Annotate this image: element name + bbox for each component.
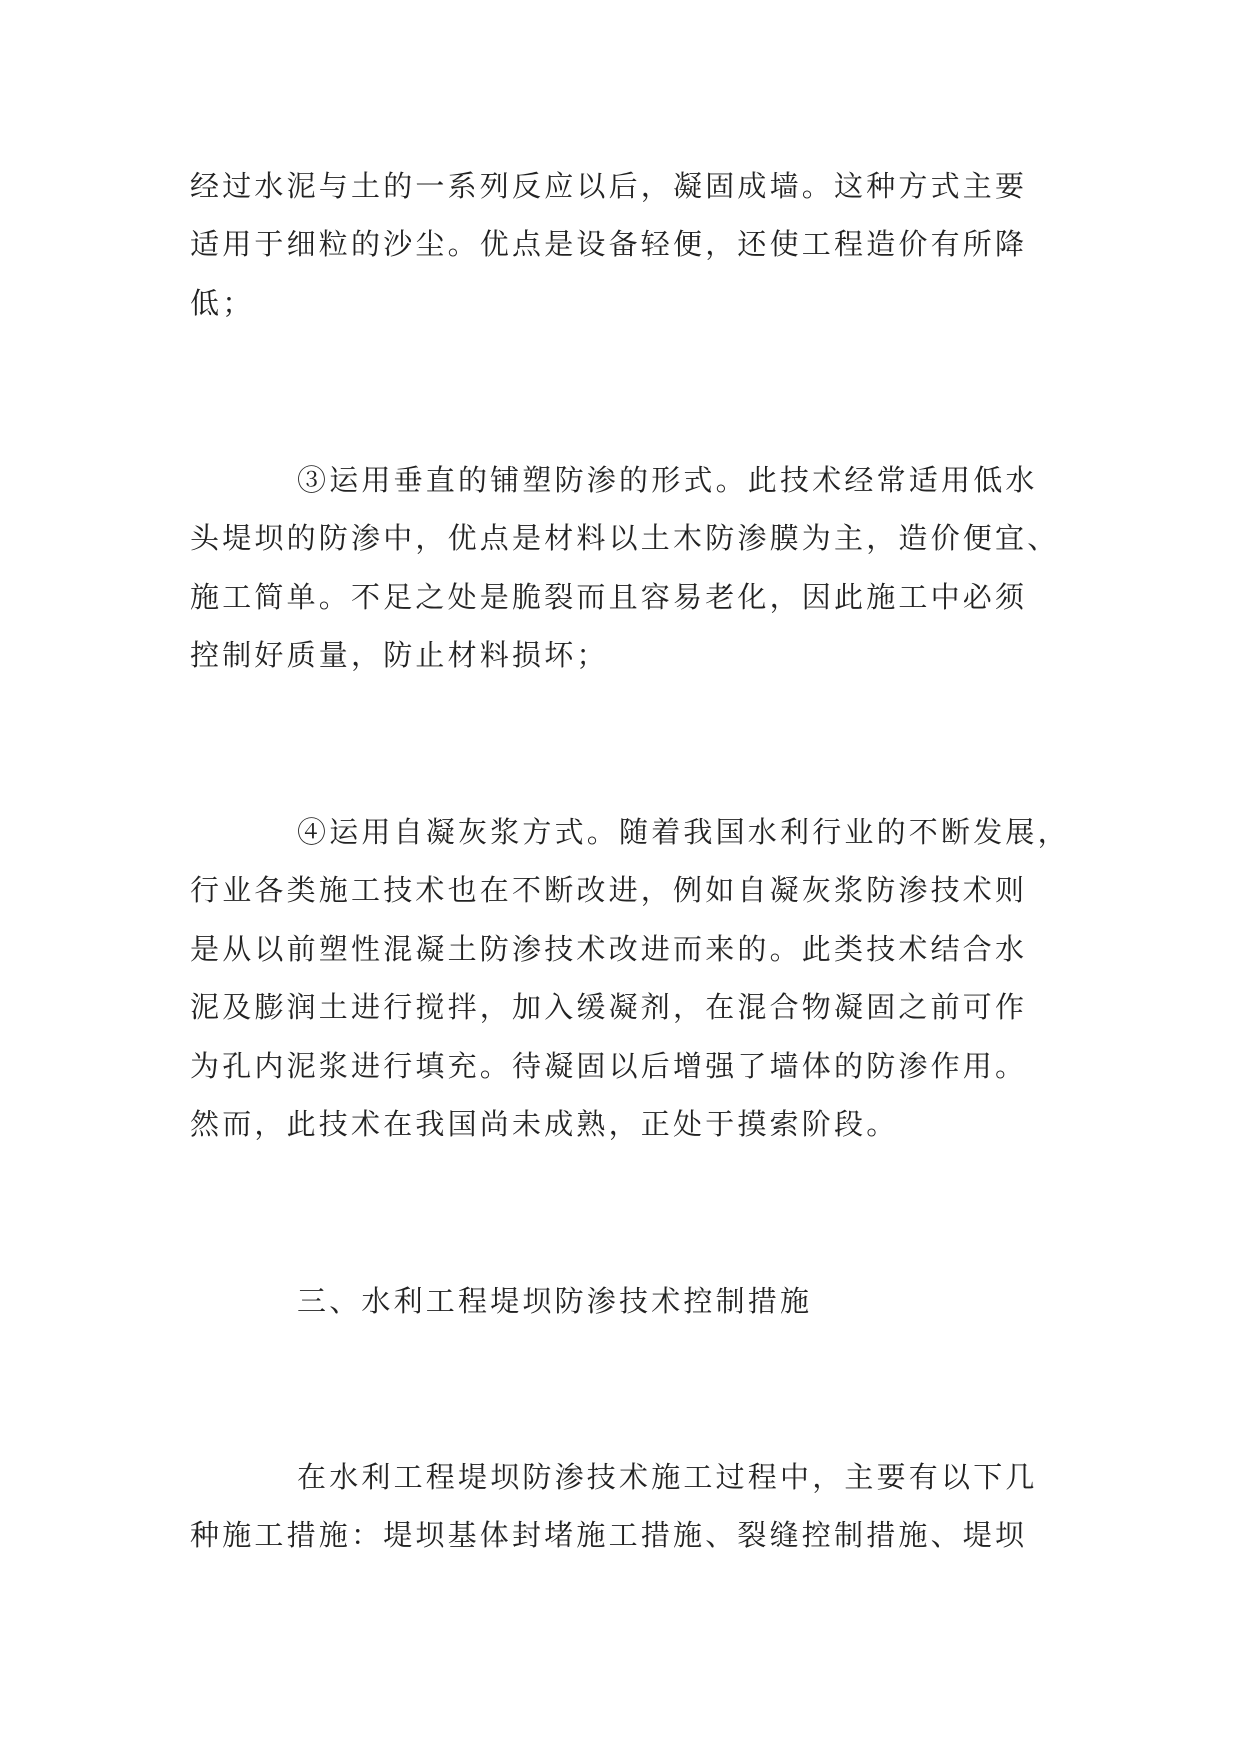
- text-line: 在水利工程堤坝防渗技术施工过程中，主要有以下几: [297, 1460, 1038, 1494]
- text-line: 控制好质量，防止材料损坏；: [190, 638, 609, 672]
- text-line: 低；: [190, 286, 255, 320]
- text-line: 适用于细粒的沙尘。优点是设备轻便，还使工程造价有所降: [190, 227, 1028, 261]
- text-line: ③运用垂直的铺塑防渗的形式。此技术经常适用低水: [297, 463, 1038, 497]
- text-line: 种施工措施：堤坝基体封堵施工措施、裂缝控制措施、堤坝: [190, 1518, 1028, 1552]
- text-line: ④运用自凝灰浆方式。随着我国水利行业的不断发展，: [297, 815, 1070, 849]
- text-line: 施工简单。不足之处是脆裂而且容易老化，因此施工中必须: [190, 580, 1028, 614]
- section-heading: 三、水利工程堤坝防渗技术控制措施: [297, 1284, 813, 1318]
- text-line: 行业各类施工技术也在不断改进，例如自凝灰浆防渗技术则: [190, 873, 1028, 907]
- text-line: 为孔内泥浆进行填充。待凝固以后增强了墙体的防渗作用。: [190, 1049, 1028, 1083]
- text-line: 然而，此技术在我国尚未成熟，正处于摸索阶段。: [190, 1107, 899, 1141]
- text-line: 头堤坝的防渗中，优点是材料以土木防渗膜为主，造价便宜、: [190, 521, 1060, 555]
- text-line: 泥及膨润土进行搅拌，加入缓凝剂，在混合物凝固之前可作: [190, 990, 1028, 1024]
- text-line: 经过水泥与土的一系列反应以后，凝固成墙。这种方式主要: [190, 169, 1028, 203]
- text-line: 是从以前塑性混凝土防渗技术改进而来的。此类技术结合水: [190, 932, 1028, 966]
